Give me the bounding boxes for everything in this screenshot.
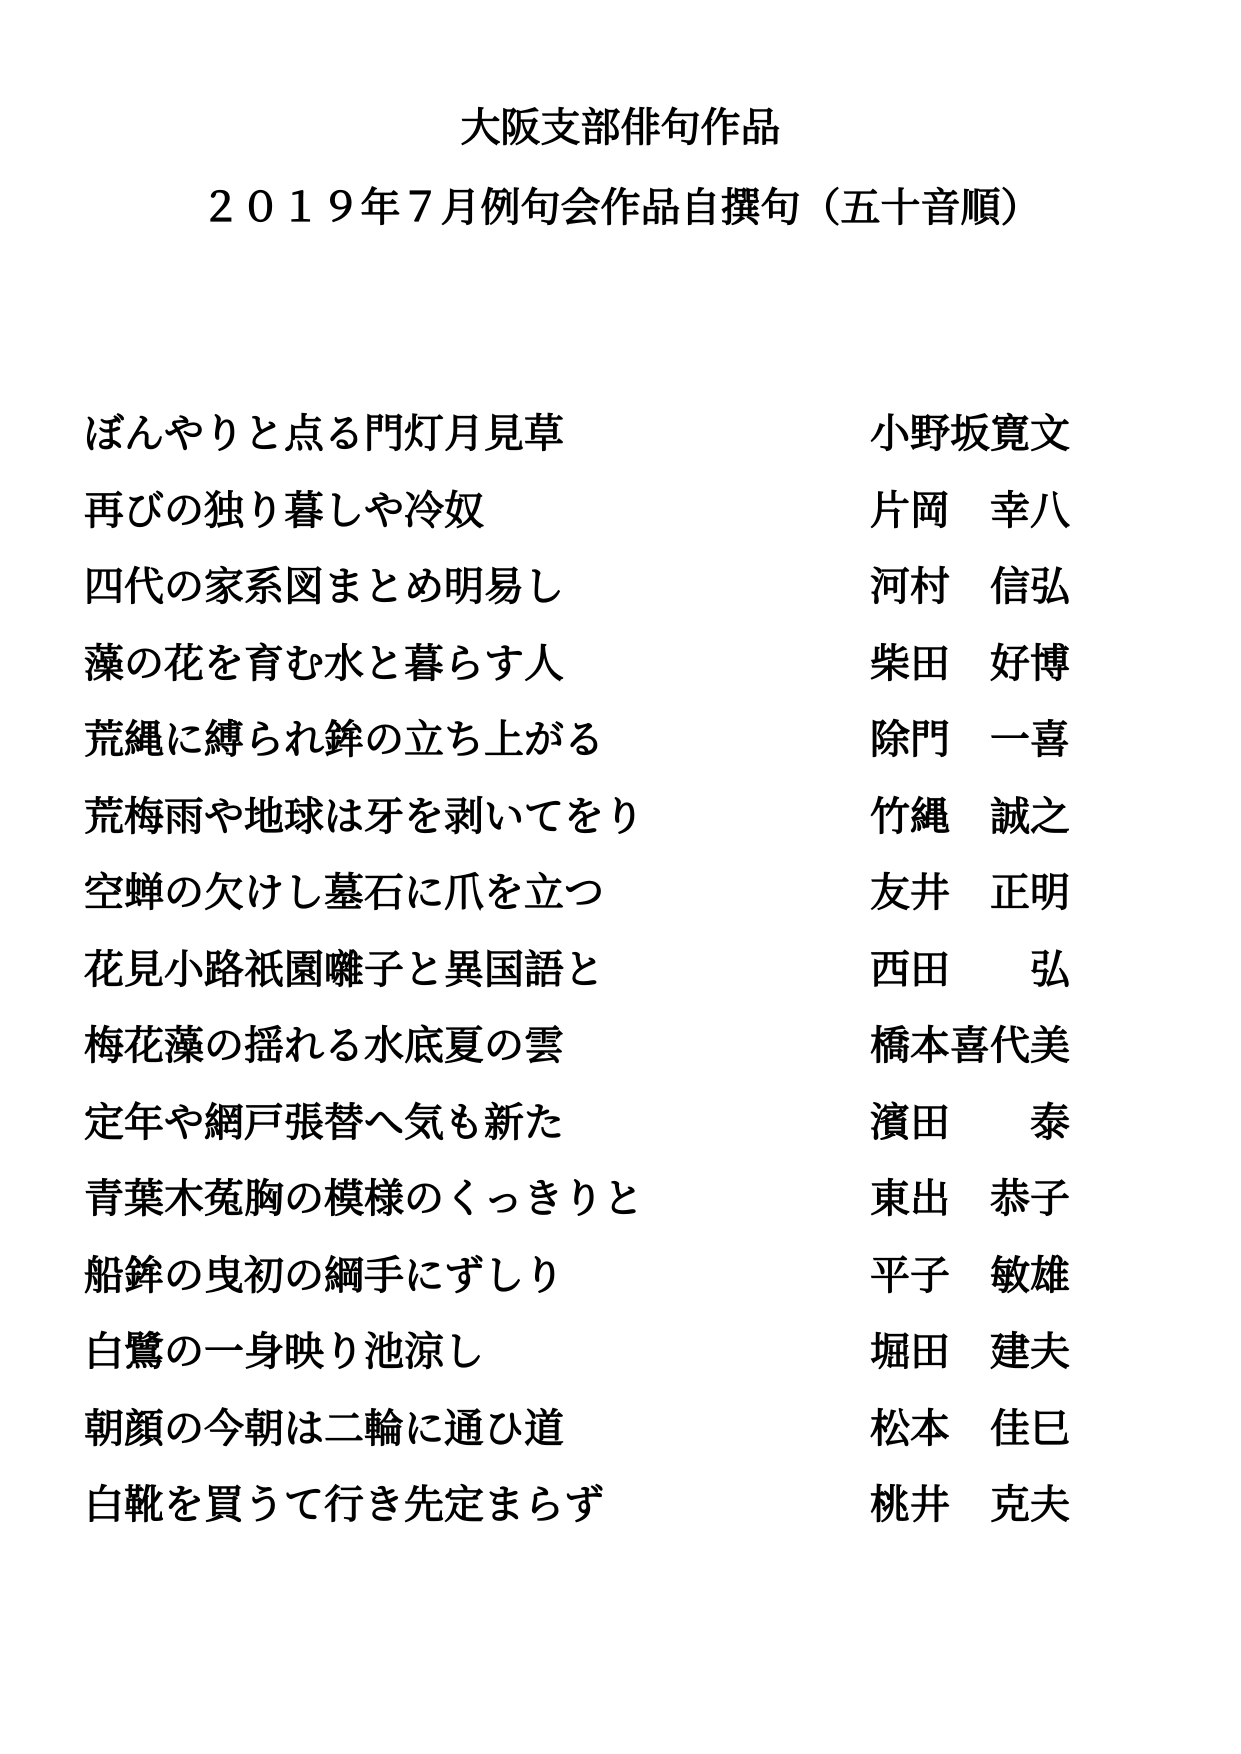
haiku-text: 四代の家系図まとめ明易し (84, 563, 564, 610)
list-item (84, 865, 1114, 942)
list-item (84, 483, 1114, 560)
author-name: 西田 弘 (870, 945, 1070, 993)
list-item (84, 636, 1114, 713)
author-name: 松本 佳巳 (870, 1404, 1070, 1452)
list-item (84, 406, 1114, 483)
haiku-text: 空蝉の欠けし墓石に爪を立つ (84, 869, 604, 916)
haiku-text: ぼんやりと点る門灯月見草 (84, 410, 564, 457)
haiku-list (84, 406, 1114, 1554)
author-name: 除門 一喜 (870, 716, 1070, 763)
list-item (84, 1248, 1114, 1325)
page-subtitle: ２０１９年７月例句会作品自撰句（五十音順） (200, 184, 1041, 231)
haiku-text: 白靴を買うて行き先定まらず (84, 1481, 604, 1528)
list-item (84, 789, 1114, 866)
author-name: 橋本喜代美 (870, 1022, 1070, 1069)
author-name: 竹縄 誠之 (870, 792, 1070, 840)
author-name: 堀田 建夫 (870, 1328, 1070, 1375)
list-item (84, 942, 1114, 1019)
author-name: 河村 信弘 (870, 563, 1070, 610)
page-title: 大阪支部俳句作品 (460, 104, 781, 151)
list-item (84, 712, 1114, 789)
list-item (84, 1018, 1114, 1095)
list-item (84, 559, 1114, 636)
list-item (84, 1095, 1114, 1172)
haiku-text: 荒縄に縛られ鉾の立ち上がる (84, 716, 604, 763)
haiku-text: 青葉木菟胸の模様のくっきりと (84, 1175, 644, 1222)
haiku-text: 白鷺の一身映り池涼し (84, 1328, 484, 1375)
list-item (84, 1477, 1114, 1554)
author-name: 桃井 克夫 (870, 1481, 1070, 1528)
haiku-text: 花見小路祇園囃子と異国語と (84, 945, 604, 993)
haiku-text: 藻の花を育む水と暮らす人 (84, 639, 564, 687)
list-item (84, 1324, 1114, 1401)
haiku-text: 再びの独り暮しや冷奴 (84, 486, 484, 534)
author-name: 片岡 幸八 (870, 486, 1070, 534)
haiku-text: 梅花藻の揺れる水底夏の雲 (84, 1022, 564, 1069)
author-name: 友井 正明 (870, 869, 1070, 916)
author-name: 平子 敏雄 (870, 1251, 1070, 1299)
author-name: 濱田 泰 (870, 1098, 1070, 1146)
author-name: 柴田 好博 (870, 639, 1070, 687)
author-name: 小野坂寛文 (870, 410, 1070, 457)
haiku-text: 朝顔の今朝は二輪に通ひ道 (84, 1404, 564, 1452)
list-item (84, 1401, 1114, 1478)
list-item (84, 1171, 1114, 1248)
author-name: 東出 恭子 (870, 1175, 1070, 1222)
haiku-text: 定年や網戸張替へ気も新た (84, 1098, 564, 1146)
haiku-text: 船鉾の曳初の綱手にずしり (84, 1251, 564, 1299)
haiku-text: 荒梅雨や地球は牙を剥いてをり (84, 792, 644, 840)
